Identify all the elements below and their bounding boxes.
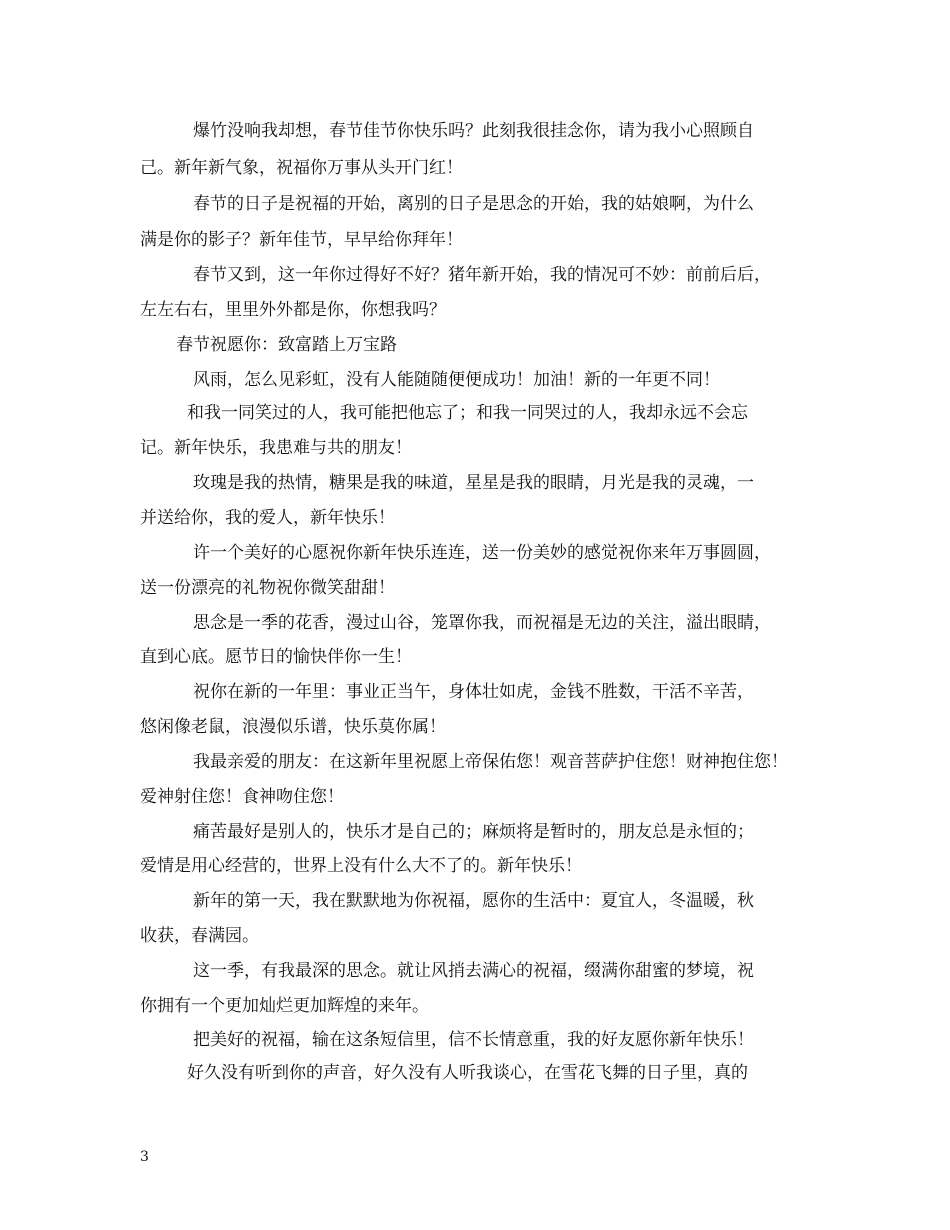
text-line: 满是你的影子？新年佳节，早早给你拜年！	[140, 230, 463, 250]
page-number: 3	[140, 1149, 149, 1165]
text-line: 好久没有听到你的声音，好久没有人听我谈心，在雪花飞舞的日子里，真的	[187, 1063, 748, 1083]
text-line: 记。新年快乐，我患难与共的朋友！	[140, 438, 412, 458]
text-line: 爆竹没响我却想，春节佳节你快乐吗？此刻我很挂念你，请为我小心照顾自	[193, 121, 754, 141]
text-line: 和我一同笑过的人，我可能把他忘了；和我一同哭过的人，我却永远不会忘	[187, 403, 748, 423]
text-line: 悠闲像老鼠，浪漫似乐谱，快乐莫你属！	[140, 717, 446, 737]
text-line: 思念是一季的花香，漫过山谷，笼罩你我，而祝福是无边的关注，溢出眼睛，	[193, 613, 771, 633]
text-line: 直到心底。愿节日的愉快伴你一生！	[140, 647, 412, 667]
text-line: 收获，春满园。	[140, 926, 259, 946]
text-line: 祝你在新的一年里：事业正当午，身体壮如虎，金钱不胜数，干活不辛苦，	[193, 682, 754, 702]
text-line: 春节的日子是祝福的开始，离别的日子是思念的开始，我的姑娘啊，为什么	[193, 194, 754, 214]
text-line: 己。新年新气象，祝福你万事从头开门红！	[140, 158, 463, 178]
text-line: 许一个美好的心愿祝你新年快乐连连，送一份美妙的感觉祝你来年万事圆圆，	[193, 543, 771, 563]
text-line: 这一季，有我最深的思念。就让风捎去满心的祝福，缀满你甜蜜的梦境，祝	[193, 961, 754, 981]
text-line: 爱神射住您！食神吻住您！	[140, 787, 344, 807]
text-line: 风雨，怎么见彩虹，没有人能随随便便成功！加油！新的一年更不同！	[193, 370, 720, 390]
text-line: 并送给你，我的爱人，新年快乐！	[140, 508, 395, 528]
text-line: 玫瑰是我的热情，糖果是我的味道，星星是我的眼睛，月光是我的灵魂，一	[193, 473, 754, 493]
text-line: 爱情是用心经营的，世界上没有什么大不了的。新年快乐！	[140, 856, 582, 876]
text-line: 新年的第一天，我在默默地为你祝福，愿你的生活中：夏宜人，冬温暖，秋	[193, 891, 754, 911]
text-line: 把美好的祝福，输在这条短信里，信不长情意重，我的好友愿你新年快乐！	[193, 1030, 754, 1050]
text-line: 我最亲爱的朋友：在这新年里祝愿上帝保佑您！观音菩萨护住您！财神抱住您！	[193, 752, 788, 772]
text-line: 痛苦最好是别人的，快乐才是自己的；麻烦将是暂时的，朋友总是永恒的；	[193, 822, 754, 842]
text-line: 左左右右，里里外外都是你，你想我吗？	[140, 300, 446, 320]
text-line: 你拥有一个更加灿烂更加辉煌的来年。	[140, 996, 429, 1016]
text-line: 春节祝愿你：致富踏上万宝路	[176, 335, 397, 355]
text-line: 送一份漂亮的礼物祝你微笑甜甜！	[140, 578, 395, 598]
text-line: 春节又到，这一年你过得好不好？猪年新开始，我的情况可不妙：前前后后，	[193, 265, 771, 285]
